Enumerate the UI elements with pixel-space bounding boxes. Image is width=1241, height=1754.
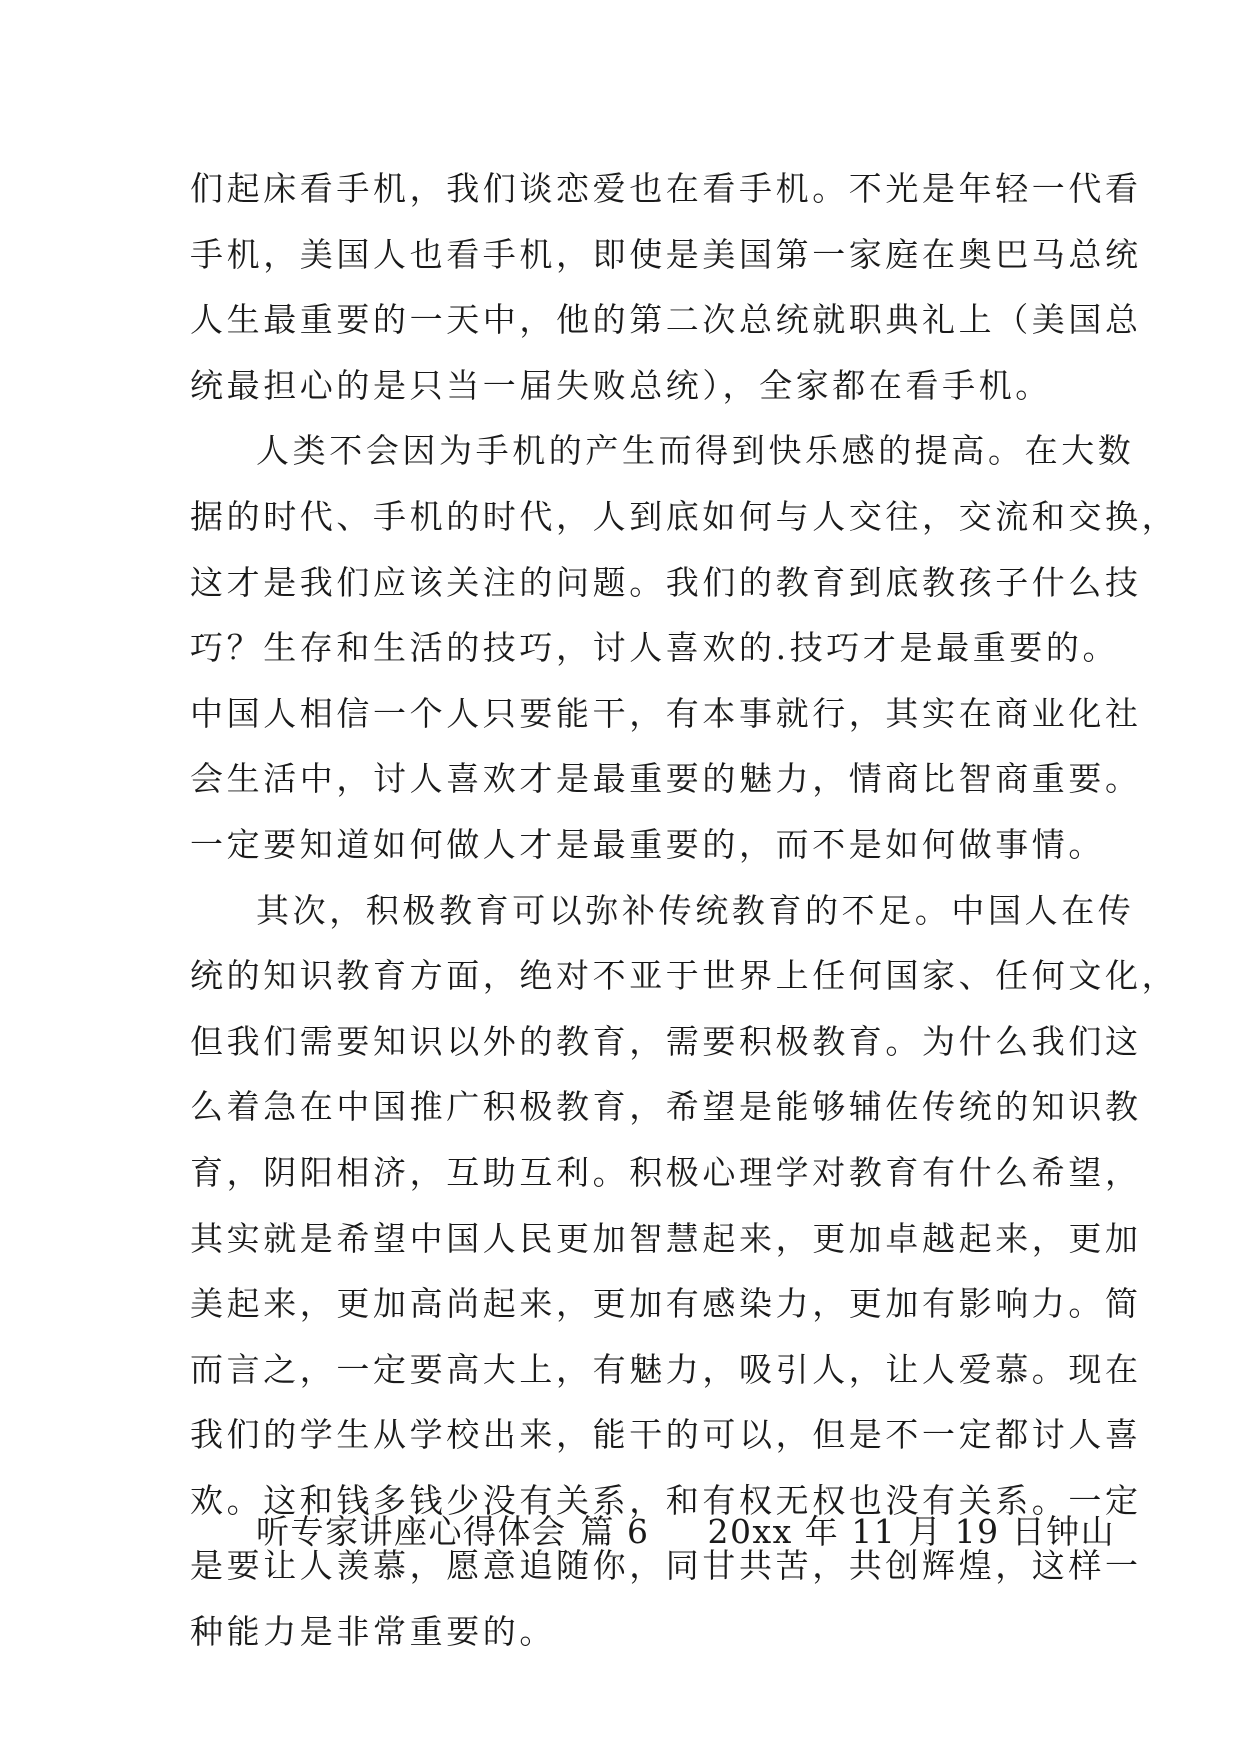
- section-heading: [256, 1502, 1115, 1562]
- text-line: 其实就是希望中国人民更加智慧起来，更加卓越起来，更加: [190, 1218, 1142, 1258]
- text-line: 欢。这和钱多钱少没有关系，和有权无权也没有关系。一定: [190, 1480, 1142, 1520]
- text-line: 一定要知道如何做人才是最重要的，而不是如何做事情。: [190, 824, 1105, 864]
- heading-title: 听专家讲座心得体会: [256, 1512, 567, 1551]
- text-line: 手机，美国人也看手机，即使是美国第一家庭在奥巴马总统: [190, 234, 1142, 274]
- paragraph-start-line: 其次，积极教育可以弥补传统教育的不足。中国人在传: [256, 890, 1135, 930]
- text-line: 这才是我们应该关注的问题。我们的教育到底教孩子什么技: [190, 562, 1142, 602]
- heading-date: 20xx 年 11 月 19 日钟山: [707, 1512, 1116, 1551]
- text-line: 是要让人羡慕，愿意追随你，同甘共苦，共创辉煌，这样一: [190, 1546, 1142, 1586]
- text-line: 会生活中，讨人喜欢才是最重要的魅力，情商比智商重要。: [190, 759, 1142, 799]
- text-line: 么着急在中国推广积极教育，希望是能够辅佐传统的知识教: [190, 1087, 1142, 1127]
- text-line: 人生最重要的一天中，他的第二次总统就职典礼上（美国总: [190, 300, 1142, 340]
- text-line: 统的知识教育方面，绝对不亚于世界上任何国家、任何文化，: [190, 956, 1179, 996]
- text-line: 中国人相信一个人只要能干，有本事就行，其实在商业化社: [190, 693, 1142, 733]
- text-line: 种能力是非常重要的。: [190, 1612, 556, 1652]
- text-line: 育，阴阳相济，互助互利。积极心理学对教育有什么希望，: [190, 1152, 1142, 1192]
- text-line: 据的时代、手机的时代，人到底如何与人交往，交流和交换，: [190, 496, 1179, 536]
- text-line: 美起来，更加高尚起来，更加有感染力，更加有影响力。简: [190, 1284, 1142, 1324]
- text-line: 但我们需要知识以外的教育，需要积极教育。为什么我们这: [190, 1021, 1142, 1061]
- text-line: 而言之，一定要高大上，有魅力，吸引人，让人爱慕。现在: [190, 1349, 1142, 1389]
- body-text: [190, 156, 1179, 1665]
- text-line: 们起床看手机，我们谈恋爱也在看手机。不光是年轻一代看: [190, 169, 1142, 208]
- text-line: 我们的学生从学校出来，能干的可以，但是不一定都讨人喜: [190, 1415, 1142, 1455]
- text-line: 统最担心的是只当一届失败总统），全家都在看手机。: [190, 365, 1052, 405]
- paragraph-start-line: 人类不会因为手机的产生而得到快乐感的提高。在大数: [256, 431, 1135, 471]
- text-line: 巧？生存和生活的技巧，讨人喜欢的.技巧才是最重要的。: [190, 628, 1120, 668]
- heading-section-number: 篇 6: [580, 1512, 650, 1551]
